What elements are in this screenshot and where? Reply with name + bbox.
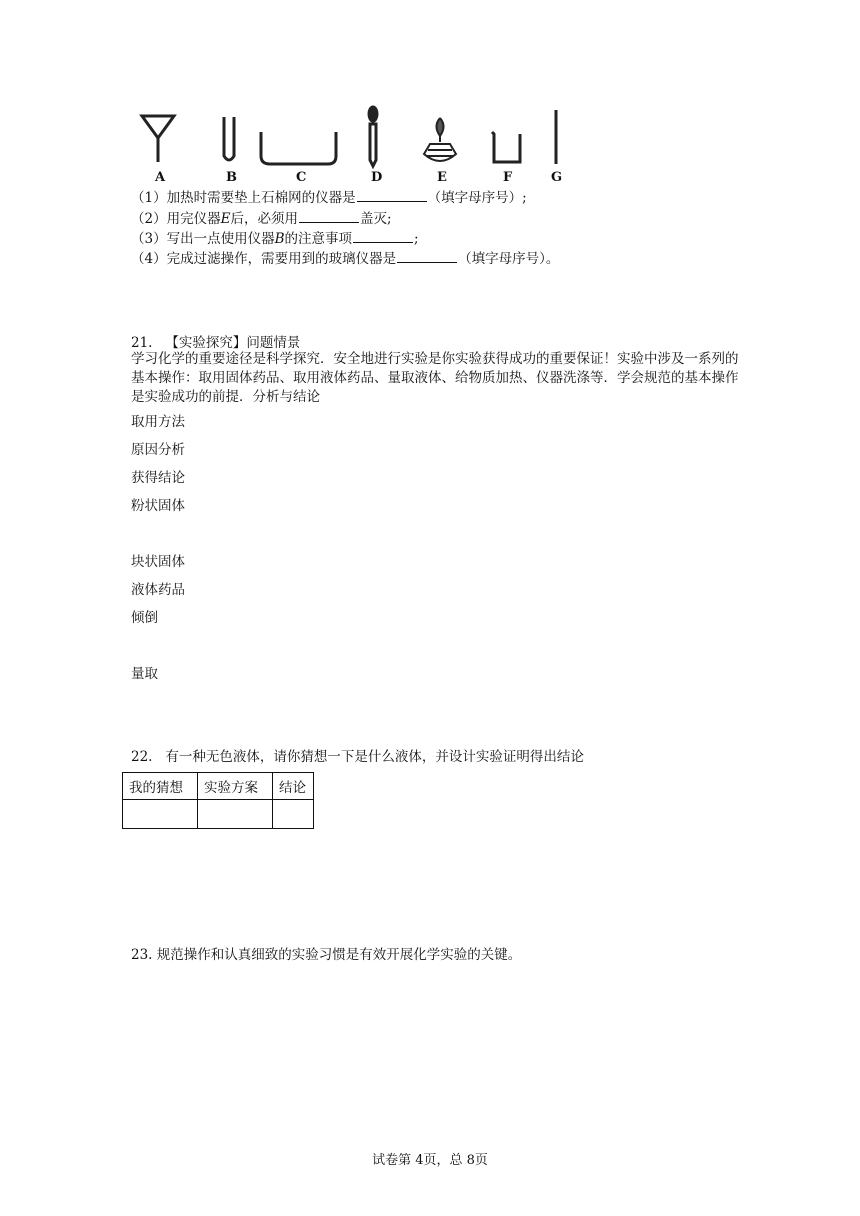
- page-footer: 试卷第 4页，总 8页: [372, 1153, 488, 1168]
- test-tube-icon: [224, 117, 234, 160]
- apparatus-letters: [130, 170, 590, 186]
- table-cell[interactable]: [198, 800, 273, 829]
- q21-heading: 21. 【实验探究】问题情景: [131, 335, 301, 351]
- table-header-row: [123, 773, 314, 800]
- answer-blank[interactable]: [357, 188, 427, 202]
- q21-item: 液体药品: [131, 582, 185, 598]
- table-header-cell: 我的猜想: [123, 773, 198, 800]
- q20-line-2: （2）用完仪器E后，必须用 盖灭;: [131, 211, 392, 227]
- apparatus-letter: B: [226, 170, 237, 185]
- alcohol-lamp-icon: [424, 118, 456, 161]
- table-header-cell: 实验方案: [198, 773, 273, 800]
- apparatus-letter: D: [371, 170, 383, 185]
- funnel-icon: [142, 116, 174, 162]
- evaporating-dish-icon: [261, 132, 336, 164]
- table-header-cell: 结论: [273, 773, 314, 800]
- apparatus-letter: E: [437, 170, 447, 185]
- apparatus-letter: F: [503, 170, 513, 185]
- apparatus-letter: C: [296, 170, 307, 185]
- q22-heading: 22. 有一种无色液体，请你猜想一下是什么液体，并设计实验证明得出结论: [131, 749, 584, 765]
- q20-line-1: （1）加热时需要垫上石棉网的仪器是 （填字母序号）;: [131, 190, 527, 206]
- q21-item: 原因分析: [131, 442, 185, 458]
- q22-answer-table: [122, 772, 314, 829]
- q21-item: 量取: [131, 666, 158, 682]
- apparatus-letter: A: [155, 170, 166, 185]
- answer-blank[interactable]: [299, 209, 359, 223]
- q21-item: 倾倒: [131, 610, 158, 626]
- q21-item: 粉状固体: [131, 498, 185, 514]
- answer-blank[interactable]: [353, 229, 413, 243]
- apparatus-letter: G: [551, 170, 563, 185]
- beaker-icon: [492, 132, 520, 162]
- table-cell[interactable]: [123, 800, 198, 829]
- table-row: [123, 800, 314, 829]
- q23-heading: 23. 规范操作和认真细致的实验习惯是有效开展化学实验的关键。: [131, 947, 522, 963]
- q20-line-4: （4）完成过滤操作，需要用到的玻璃仪器是 （填字母序号）。: [131, 251, 560, 267]
- q21-paragraph: 学习化学的重要途径是科学探究．安全地进行实验是你实验获得成功的重要保证！实验中涉及一系列的基本操作：取用固体药品、取用液体药品、量取液体、给物质加热、仪器洗涤等．学会规范的基本操作是实验成功的前提．分析与结论: [131, 351, 739, 405]
- q21-item: 块状固体: [131, 554, 185, 570]
- answer-blank[interactable]: [397, 249, 457, 263]
- q21-item: 取用方法: [131, 414, 185, 430]
- table-cell[interactable]: [273, 800, 314, 829]
- q21-item: 获得结论: [131, 470, 185, 486]
- dropper-icon: [369, 107, 377, 166]
- q20-line-3: （3）写出一点使用仪器B的注意事项 ;: [131, 231, 419, 247]
